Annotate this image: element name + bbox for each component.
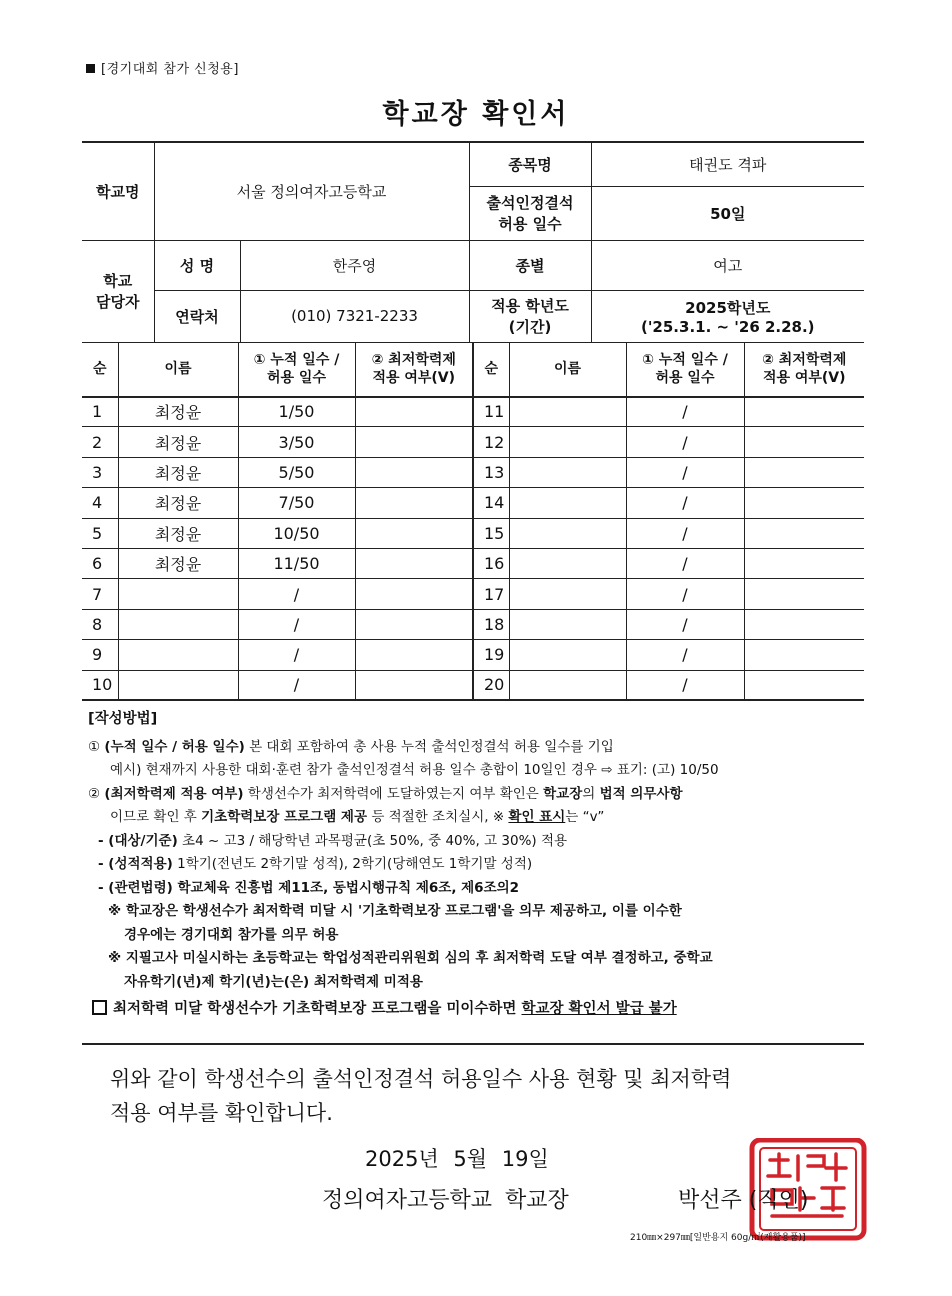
table-row bbox=[82, 427, 864, 457]
row-number: 18 bbox=[473, 609, 509, 639]
table-row bbox=[82, 488, 864, 518]
student-name: 최정윤 bbox=[118, 548, 238, 578]
student-name bbox=[509, 670, 626, 700]
paper-spec: 210㎜×297㎜[일반용지 60g/㎡(재활용품)] bbox=[630, 1233, 806, 1243]
student-name bbox=[509, 609, 626, 639]
student-name bbox=[118, 579, 238, 609]
square-bullet-icon bbox=[86, 64, 95, 73]
table-row bbox=[82, 397, 864, 427]
table-row bbox=[82, 579, 864, 609]
min-academic-check bbox=[355, 579, 473, 609]
table-row bbox=[82, 518, 864, 548]
detail-target: - (대상/기준) 초4 ~ 고3 / 해당학년 과목평균(초 50%, 중 40%, 고 30%) 적용 bbox=[98, 832, 568, 849]
min-academic-check bbox=[744, 579, 864, 609]
student-name bbox=[118, 609, 238, 639]
table-row bbox=[82, 670, 864, 700]
row-number: 5 bbox=[82, 518, 118, 548]
type-value: 여고 bbox=[591, 240, 864, 290]
row-number: 20 bbox=[473, 670, 509, 700]
student-name: 최정윤 bbox=[118, 427, 238, 457]
special-note-2: ※ 지필고사 미실시하는 초등학교는 학업성적관리위원회 심의 후 최저학력 도달 여부 결정하고, 중학교 bbox=[108, 950, 713, 966]
row-number: 3 bbox=[82, 457, 118, 487]
student-name bbox=[509, 397, 626, 427]
cumulative-days: / bbox=[626, 640, 744, 670]
cumulative-days: / bbox=[626, 518, 744, 548]
row-number: 19 bbox=[473, 640, 509, 670]
header-apply: ② 최저학력제 적용 여부(V) bbox=[744, 343, 864, 397]
min-academic-check bbox=[744, 397, 864, 427]
header-days: ① 누적 일수 / 허용 일수 bbox=[238, 343, 355, 397]
student-name bbox=[509, 640, 626, 670]
principal-signature: 박선주 (직인) bbox=[678, 1188, 809, 1213]
document-title: 학교장 확인서 bbox=[382, 99, 570, 130]
manager-label: 학교 담당자 bbox=[82, 240, 154, 342]
name-label: 성 명 bbox=[154, 240, 240, 290]
checkbox-icon bbox=[92, 1000, 107, 1015]
student-name: 최정윤 bbox=[118, 518, 238, 548]
table-row bbox=[82, 457, 864, 487]
table-row bbox=[82, 640, 864, 670]
row-number: 12 bbox=[473, 427, 509, 457]
min-academic-check bbox=[355, 488, 473, 518]
cumulative-days: / bbox=[238, 670, 355, 700]
row-number: 7 bbox=[82, 579, 118, 609]
cumulative-days: 10/50 bbox=[238, 518, 355, 548]
year-value: 2025학년도 ('25.3.1. ~ '26 2.28.) bbox=[591, 290, 864, 342]
usage-table bbox=[82, 342, 864, 701]
row-number: 14 bbox=[473, 488, 509, 518]
min-academic-check bbox=[355, 548, 473, 578]
header-no: 순 bbox=[473, 343, 509, 397]
name-value: 한주영 bbox=[240, 240, 469, 290]
student-name bbox=[509, 427, 626, 457]
contact-value: (010) 7321-2233 bbox=[240, 290, 469, 342]
detail-law: - (관련법령) 학교체육 진흥법 제11조, 동법시행규칙 제6조, 제6조의2 bbox=[98, 879, 520, 896]
cumulative-days: / bbox=[626, 427, 744, 457]
cumulative-days: / bbox=[626, 548, 744, 578]
section-divider bbox=[82, 1043, 864, 1045]
cumulative-days: 11/50 bbox=[238, 548, 355, 578]
min-academic-check bbox=[744, 427, 864, 457]
table-row bbox=[82, 609, 864, 639]
row-number: 11 bbox=[473, 397, 509, 427]
special-note-2-cont: 자유학기(년)제 학기(년)는(은) 최저학력제 미적용 bbox=[124, 973, 423, 990]
note-1-example: 예시) 현재까지 사용한 대회·훈련 참가 출석인정결석 허용 일수 총합이 10일인 경우 ⇨ 표기: (고) 10/50 bbox=[110, 762, 719, 778]
detail-grades: - (성적적용) 1학기(전년도 2학기말 성적), 2학기(당해연도 1학기말 성적) bbox=[98, 856, 533, 872]
header-name: 이름 bbox=[118, 343, 238, 397]
cumulative-days: 5/50 bbox=[238, 457, 355, 487]
student-name bbox=[509, 579, 626, 609]
confirmation-line-1: 위와 같이 학생선수의 출석인정결석 허용일수 사용 현황 및 최저학력 bbox=[110, 1067, 732, 1091]
cumulative-days: / bbox=[626, 457, 744, 487]
header-name: 이름 bbox=[509, 343, 626, 397]
allow-value: 50일 bbox=[591, 186, 864, 240]
event-label: 종목명 bbox=[469, 142, 591, 186]
cumulative-days: / bbox=[626, 670, 744, 700]
cumulative-days: 7/50 bbox=[238, 488, 355, 518]
header-days: ① 누적 일수 / 허용 일수 bbox=[626, 343, 744, 397]
row-number: 16 bbox=[473, 548, 509, 578]
min-academic-check bbox=[744, 670, 864, 700]
row-number: 6 bbox=[82, 548, 118, 578]
min-academic-check bbox=[355, 427, 473, 457]
cumulative-days: 1/50 bbox=[238, 397, 355, 427]
cumulative-days: / bbox=[238, 579, 355, 609]
min-academic-check bbox=[355, 457, 473, 487]
min-academic-check bbox=[744, 640, 864, 670]
school-signature: 정의여자고등학교 학교장 bbox=[322, 1188, 569, 1213]
issue-date: 2025년 5월 19일 bbox=[365, 1147, 549, 1171]
cumulative-days: / bbox=[626, 397, 744, 427]
row-number: 10 bbox=[82, 670, 118, 700]
min-academic-check bbox=[355, 640, 473, 670]
final-note: 최저학력 미달 학생선수가 기초학력보장 프로그램을 미이수하면 학교장 확인서 발급 불가 bbox=[88, 998, 878, 1022]
row-number: 15 bbox=[473, 518, 509, 548]
student-name bbox=[509, 518, 626, 548]
min-academic-check bbox=[744, 548, 864, 578]
confirmation-text bbox=[110, 1062, 870, 1130]
instructions bbox=[88, 708, 878, 1022]
contact-label: 연락처 bbox=[154, 290, 240, 342]
row-number: 13 bbox=[473, 457, 509, 487]
cumulative-days: / bbox=[626, 609, 744, 639]
row-number: 9 bbox=[82, 640, 118, 670]
student-name: 최정윤 bbox=[118, 397, 238, 427]
instructions-heading: [작성방법] bbox=[88, 711, 158, 727]
cumulative-days: / bbox=[238, 640, 355, 670]
school-value: 서울 정의여자고등학교 bbox=[154, 142, 469, 240]
row-number: 8 bbox=[82, 609, 118, 639]
student-name: 최정윤 bbox=[118, 488, 238, 518]
year-label: 적용 학년도 (기간) bbox=[469, 290, 591, 342]
min-academic-check bbox=[744, 457, 864, 487]
min-academic-check bbox=[744, 609, 864, 639]
min-academic-check bbox=[355, 609, 473, 639]
student-name bbox=[118, 670, 238, 700]
special-note-1: ※ 학교장은 학생선수가 최저학력 미달 시 '기초학력보장 프로그램'을 의무 제공하고, 이를 이수한 bbox=[108, 903, 682, 919]
student-name bbox=[509, 457, 626, 487]
table-row bbox=[82, 548, 864, 578]
row-number: 2 bbox=[82, 427, 118, 457]
special-note-1-cont: 경우에는 경기대회 참가를 의무 허용 bbox=[124, 926, 339, 943]
student-name bbox=[509, 488, 626, 518]
confirmation-line-2: 적용 여부를 확인합니다. bbox=[110, 1101, 333, 1125]
row-number: 1 bbox=[82, 397, 118, 427]
note-2-cont: 이므로 확인 후 기초학력보장 프로그램 제공 등 적절한 조치실시, ※ 확인 표시는 “v” bbox=[110, 809, 605, 825]
header-apply: ② 최저학력제 적용 여부(V) bbox=[355, 343, 473, 397]
application-type-tag bbox=[86, 58, 239, 77]
type-label: 종별 bbox=[469, 240, 591, 290]
min-academic-check bbox=[744, 488, 864, 518]
student-name bbox=[118, 640, 238, 670]
student-name: 최정윤 bbox=[118, 457, 238, 487]
min-academic-check bbox=[355, 670, 473, 700]
min-academic-check bbox=[355, 397, 473, 427]
application-type-label: [경기대회 참가 신청용] bbox=[101, 62, 239, 77]
event-value: 태권도 격파 bbox=[591, 142, 864, 186]
info-table bbox=[82, 141, 864, 343]
cumulative-days: / bbox=[626, 488, 744, 518]
school-label: 학교명 bbox=[82, 142, 154, 240]
min-academic-check bbox=[355, 518, 473, 548]
header-no: 순 bbox=[82, 343, 118, 397]
min-academic-check bbox=[744, 518, 864, 548]
student-name bbox=[509, 548, 626, 578]
note-1: ① (누적 일수 / 허용 일수) 본 대회 포함하여 총 사용 누적 출석인정결석 허용 일수를 기입 bbox=[88, 738, 614, 755]
allow-label: 출석인정결석 허용 일수 bbox=[469, 186, 591, 240]
cumulative-days: / bbox=[626, 579, 744, 609]
cumulative-days: / bbox=[238, 609, 355, 639]
row-number: 17 bbox=[473, 579, 509, 609]
note-2: ② (최저학력제 적용 여부) 학생선수가 최저학력에 도달하였는지 여부 확인은 학교장의 법적 의무사항 bbox=[88, 785, 683, 802]
cumulative-days: 3/50 bbox=[238, 427, 355, 457]
row-number: 4 bbox=[82, 488, 118, 518]
